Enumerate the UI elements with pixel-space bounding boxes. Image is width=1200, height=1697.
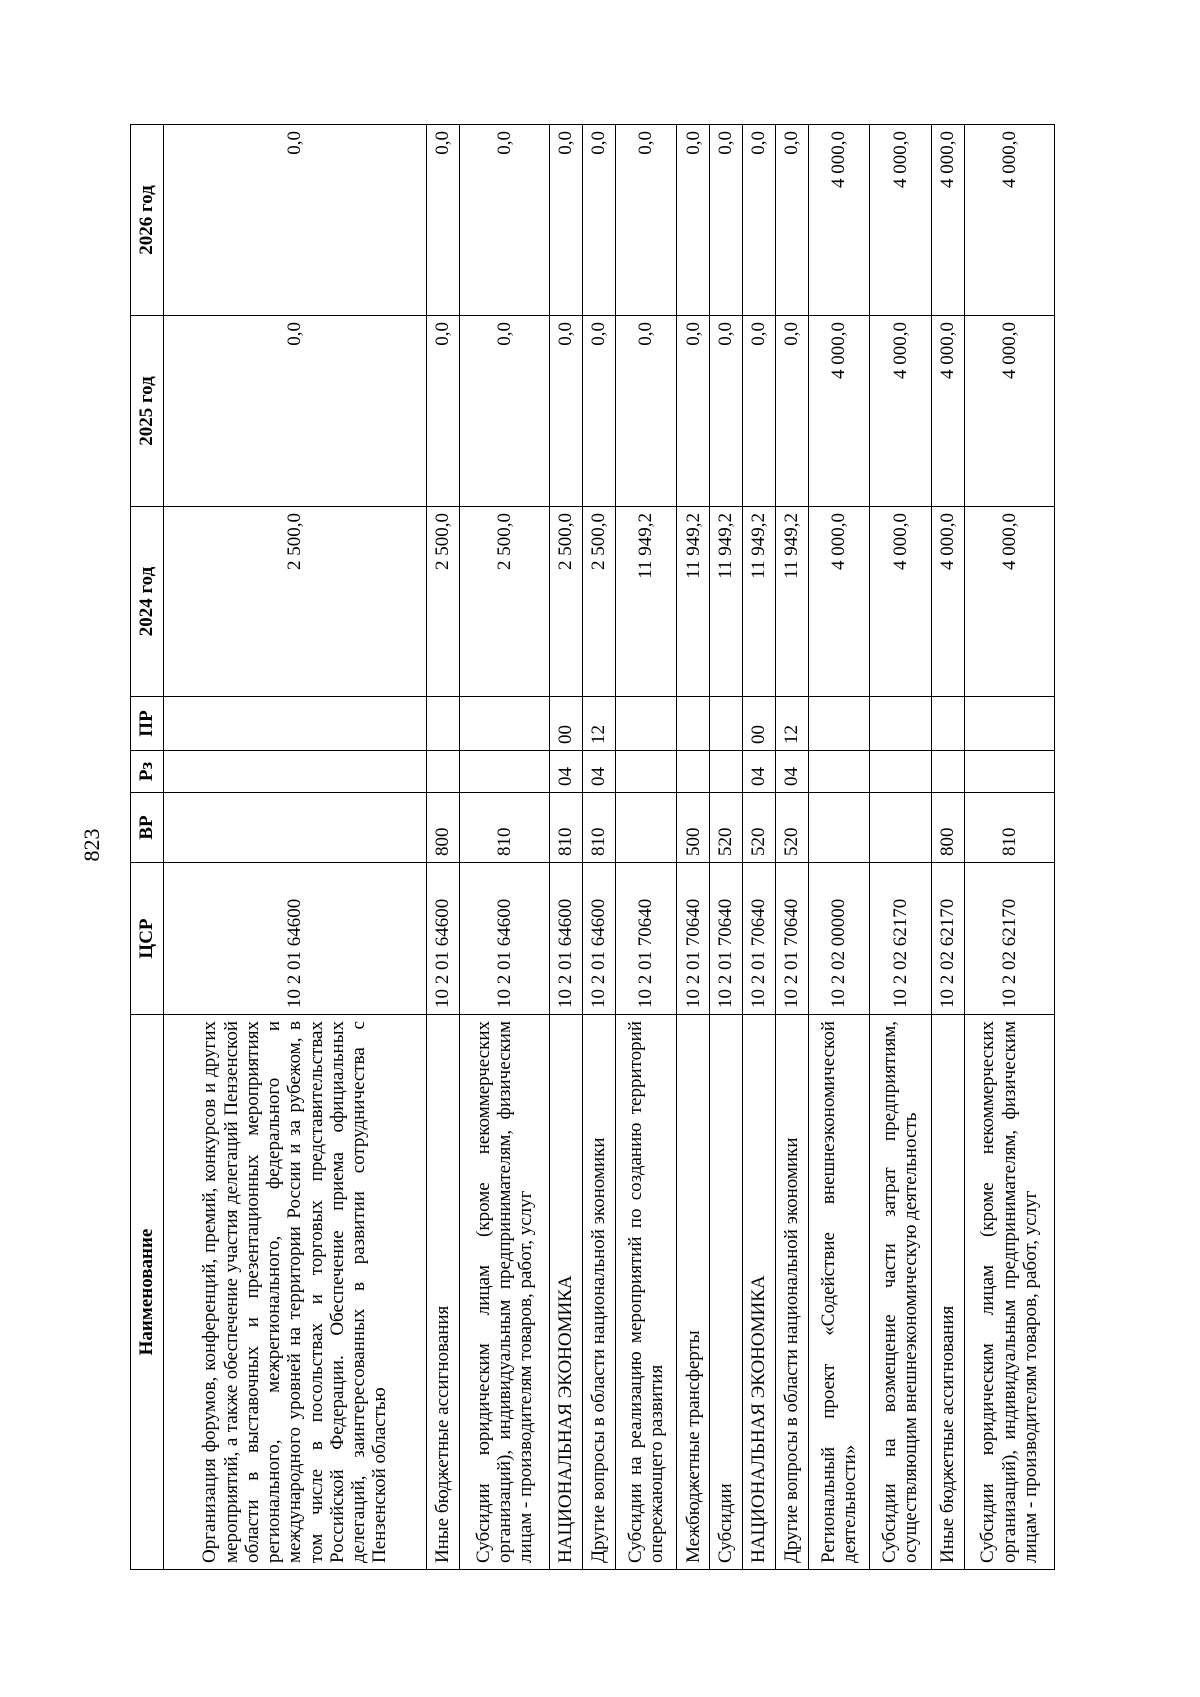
table-row (710, 125, 743, 1570)
table-row (426, 125, 459, 1570)
cell-vr: 520 (775, 793, 808, 863)
cell-name: Иные бюджетные ассигнования (931, 1015, 964, 1570)
cell-name: Субсидии на возмещение части затрат предприятиям, осуществляющим внешнеэкономическую деятельность (870, 1015, 932, 1570)
header-csr: ЦСР (131, 863, 164, 1015)
cell-name: Региональный проект «Содействие внешнеэкономической деятельности» (808, 1015, 870, 1570)
cell-pr (677, 697, 710, 751)
cell-2025: 0,0 (459, 316, 549, 507)
header-2025: 2025 год (131, 316, 164, 507)
cell-2026: 0,0 (459, 125, 549, 316)
cell-2026: 4 000,0 (964, 125, 1054, 316)
cell-2024: 2 500,0 (582, 507, 615, 697)
cell-csr: 10 2 02 62170 (964, 863, 1054, 1015)
cell-vr: 520 (742, 793, 775, 863)
cell-name: Другие вопросы в области национальной экономики (775, 1015, 808, 1570)
header-vr: ВР (131, 793, 164, 863)
cell-2026: 0,0 (775, 125, 808, 316)
cell-csr: 10 2 02 00000 (808, 863, 870, 1015)
cell-2024: 11 949,2 (677, 507, 710, 697)
cell-csr: 10 2 02 62170 (931, 863, 964, 1015)
cell-rz: 04 (742, 751, 775, 793)
table-row (808, 125, 870, 1570)
cell-name: Субсидии на реализацию мероприятий по созданию территорий опережающего развития (615, 1015, 677, 1570)
cell-2025: 4 000,0 (808, 316, 870, 507)
cell-2026: 0,0 (742, 125, 775, 316)
cell-rz (459, 751, 549, 793)
cell-rz (964, 751, 1054, 793)
cell-2025: 4 000,0 (964, 316, 1054, 507)
cell-2025: 0,0 (550, 316, 583, 507)
cell-vr: 800 (426, 793, 459, 863)
cell-name: НАЦИОНАЛЬНАЯ ЭКОНОМИКА (550, 1015, 583, 1570)
table-row (615, 125, 677, 1570)
cell-vr: 800 (931, 793, 964, 863)
cell-csr: 10 2 01 70640 (742, 863, 775, 1015)
cell-rz (426, 751, 459, 793)
cell-rz (164, 751, 427, 793)
cell-name: Иные бюджетные ассигнования (426, 1015, 459, 1570)
table-row (931, 125, 964, 1570)
table-row (870, 125, 932, 1570)
table-row (677, 125, 710, 1570)
cell-csr: 10 2 02 62170 (870, 863, 932, 1015)
cell-rz (870, 751, 932, 793)
cell-2024: 2 500,0 (164, 507, 427, 697)
cell-rz: 04 (550, 751, 583, 793)
cell-name: Субсидии юридическим лицам (кроме некоммерческих организаций), индивидуальным предпринимателям, физическим лицам - производителям товаров, работ, услуг (964, 1015, 1054, 1570)
rotated-table-wrapper (130, 125, 1055, 1570)
cell-rz (808, 751, 870, 793)
cell-2025: 0,0 (615, 316, 677, 507)
table-header-row (131, 125, 164, 1570)
cell-vr (808, 793, 870, 863)
cell-name: Организация форумов, конференций, премий, конкурсов и других мероприятий, а также обеспечение участия делегаций Пензенской области в выставочных и презентационных мероприятиях регионального, межрегионального, федерального и международного уровней на территории России и за рубежом, в том числе в посольствах и торговых представительствах Российской Федерации. Обеспечение приема официальных делегаций, заинтересованных в развитии сотрудничества с Пензенской областью (164, 1015, 427, 1570)
cell-csr: 10 2 01 64600 (550, 863, 583, 1015)
cell-rz (931, 751, 964, 793)
cell-vr: 810 (582, 793, 615, 863)
cell-2024: 11 949,2 (775, 507, 808, 697)
cell-2024: 4 000,0 (870, 507, 932, 697)
cell-name: Субсидии юридическим лицам (кроме некоммерческих организаций), индивидуальным предпринимателям, физическим лицам - производителям товаров, работ, услуг (459, 1015, 549, 1570)
header-pr: ПР (131, 697, 164, 751)
cell-2025: 0,0 (164, 316, 427, 507)
cell-2026: 0,0 (710, 125, 743, 316)
cell-2026: 4 000,0 (808, 125, 870, 316)
cell-csr: 10 2 01 70640 (775, 863, 808, 1015)
cell-2024: 2 500,0 (550, 507, 583, 697)
cell-2026: 0,0 (582, 125, 615, 316)
header-rz: Рз (131, 751, 164, 793)
cell-2024: 4 000,0 (931, 507, 964, 697)
table-row (964, 125, 1054, 1570)
cell-2026: 4 000,0 (870, 125, 932, 316)
cell-name: НАЦИОНАЛЬНАЯ ЭКОНОМИКА (742, 1015, 775, 1570)
header-name: Наименование (131, 1015, 164, 1570)
cell-2026: 0,0 (426, 125, 459, 316)
table-row (742, 125, 775, 1570)
header-2026: 2026 год (131, 125, 164, 316)
cell-pr: 00 (742, 697, 775, 751)
cell-2025: 0,0 (677, 316, 710, 507)
cell-rz: 04 (582, 751, 615, 793)
cell-csr: 10 2 01 64600 (459, 863, 549, 1015)
cell-pr: 00 (550, 697, 583, 751)
cell-2024: 11 949,2 (615, 507, 677, 697)
cell-name: Субсидии (710, 1015, 743, 1570)
cell-vr: 810 (964, 793, 1054, 863)
table-row (459, 125, 549, 1570)
cell-2026: 0,0 (550, 125, 583, 316)
cell-pr (710, 697, 743, 751)
cell-vr (164, 793, 427, 863)
cell-pr (615, 697, 677, 751)
cell-csr: 10 2 01 70640 (615, 863, 677, 1015)
cell-csr: 10 2 01 70640 (710, 863, 743, 1015)
cell-csr: 10 2 01 64600 (582, 863, 615, 1015)
cell-2026: 0,0 (615, 125, 677, 316)
table-row (164, 125, 427, 1570)
cell-pr (808, 697, 870, 751)
cell-2026: 0,0 (164, 125, 427, 316)
cell-2026: 0,0 (677, 125, 710, 316)
cell-2026: 4 000,0 (931, 125, 964, 316)
cell-2024: 11 949,2 (710, 507, 743, 697)
cell-rz (677, 751, 710, 793)
cell-2024: 2 500,0 (426, 507, 459, 697)
cell-2024: 4 000,0 (964, 507, 1054, 697)
cell-rz (615, 751, 677, 793)
cell-2024: 4 000,0 (808, 507, 870, 697)
cell-vr: 810 (459, 793, 549, 863)
cell-csr: 10 2 01 64600 (426, 863, 459, 1015)
cell-rz (710, 751, 743, 793)
cell-vr: 810 (550, 793, 583, 863)
cell-vr (870, 793, 932, 863)
cell-2025: 0,0 (582, 316, 615, 507)
cell-csr: 10 2 01 64600 (164, 863, 427, 1015)
cell-csr: 10 2 01 70640 (677, 863, 710, 1015)
cell-rz: 04 (775, 751, 808, 793)
cell-2025: 4 000,0 (931, 316, 964, 507)
cell-2025: 0,0 (710, 316, 743, 507)
cell-pr: 12 (775, 697, 808, 751)
header-2024: 2024 год (131, 507, 164, 697)
cell-vr: 500 (677, 793, 710, 863)
cell-2024: 11 949,2 (742, 507, 775, 697)
cell-pr: 12 (582, 697, 615, 751)
cell-2025: 4 000,0 (870, 316, 932, 507)
table-row (582, 125, 615, 1570)
cell-name: Другие вопросы в области национальной экономики (582, 1015, 615, 1570)
cell-pr (931, 697, 964, 751)
table-row (775, 125, 808, 1570)
cell-vr (615, 793, 677, 863)
cell-2025: 0,0 (426, 316, 459, 507)
cell-pr (459, 697, 549, 751)
cell-name: Межбюджетные трансферты (677, 1015, 710, 1570)
cell-vr: 520 (710, 793, 743, 863)
budget-table (130, 124, 1055, 1570)
page-number: 823 (79, 828, 104, 862)
cell-pr (964, 697, 1054, 751)
table-row (550, 125, 583, 1570)
cell-2025: 0,0 (742, 316, 775, 507)
cell-2024: 2 500,0 (459, 507, 549, 697)
cell-2025: 0,0 (775, 316, 808, 507)
cell-pr (426, 697, 459, 751)
cell-pr (870, 697, 932, 751)
cell-pr (164, 697, 427, 751)
